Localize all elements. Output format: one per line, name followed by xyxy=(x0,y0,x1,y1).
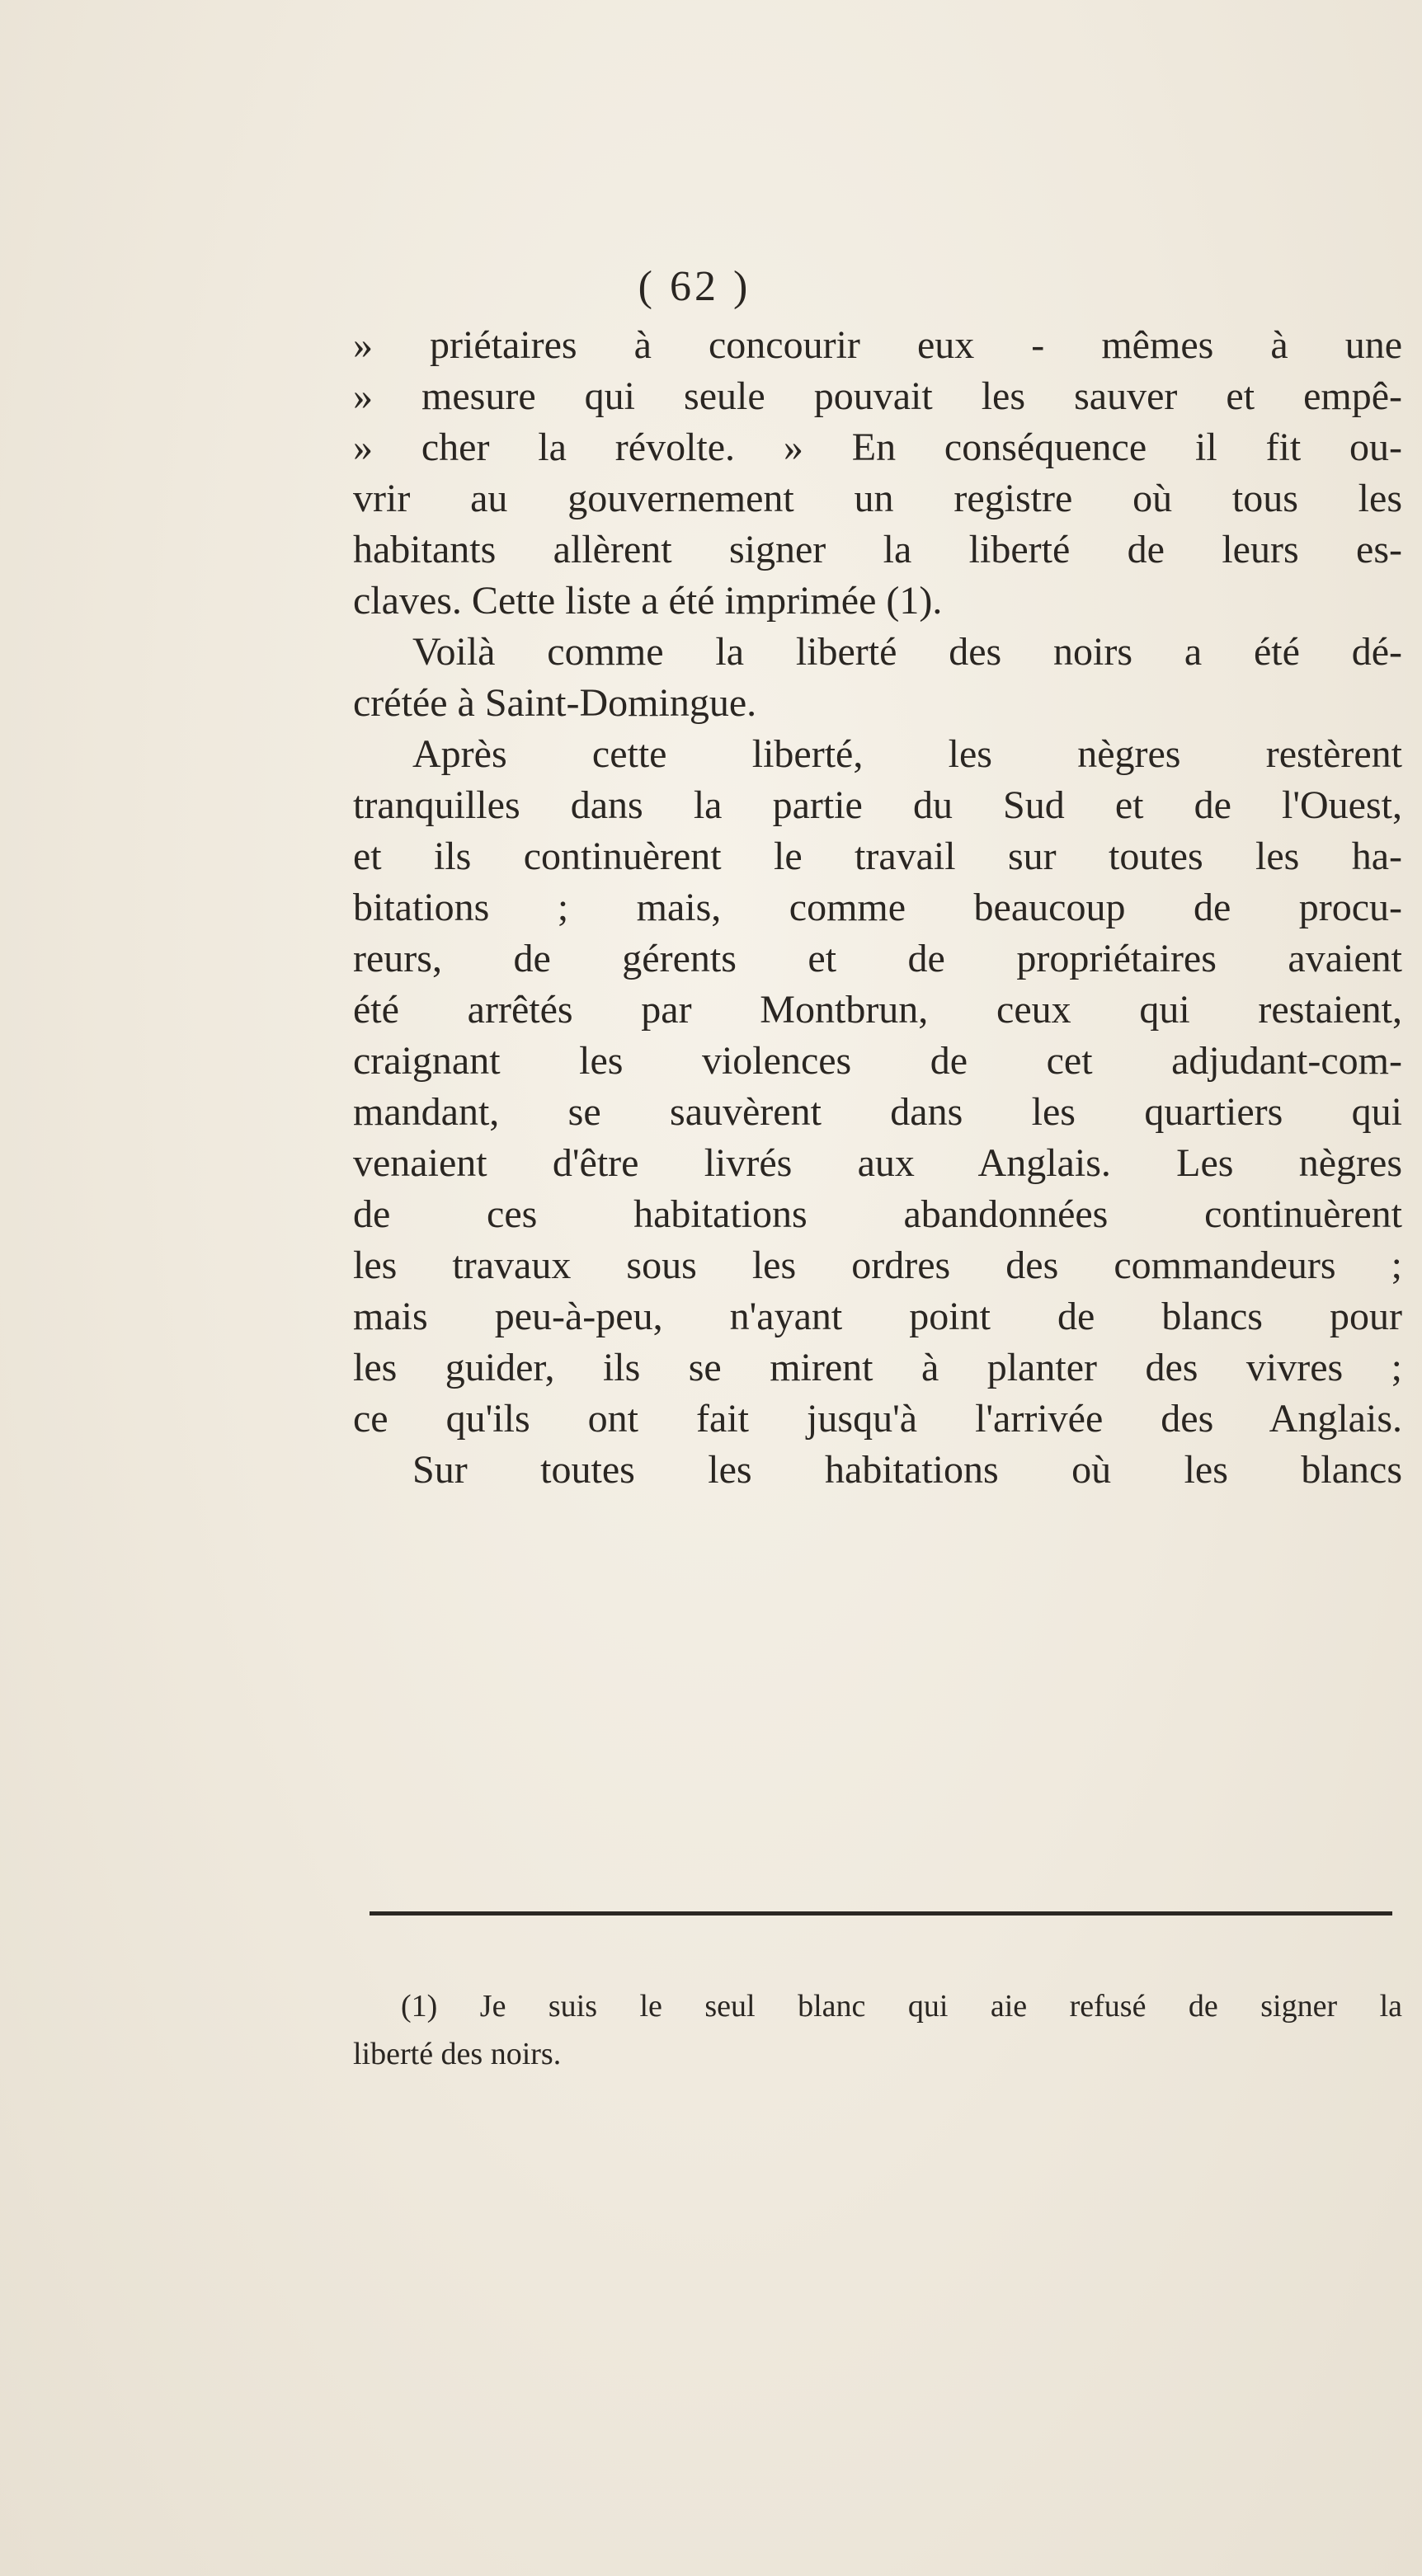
text-line: de ces habitations abandonnées continuèrent xyxy=(353,1192,1402,1236)
text-line: » priétaires à concourir eux - mêmes à une xyxy=(353,323,1402,367)
footnote xyxy=(353,1982,1402,2078)
footnote-line: (1) Je suis le seul blanc qui aie refusé de signer la xyxy=(401,1989,1402,2024)
text-line: » mesure qui seule pouvait les sauver et empê- xyxy=(353,374,1402,418)
text-line: craignant les violences de cet adjudant-com- xyxy=(353,1039,1402,1083)
text-line: vrir au gouvernement un registre où tous les xyxy=(353,477,1402,520)
text-line: ce qu'ils ont fait jusqu'à l'arrivée des Anglais. xyxy=(353,1397,1402,1441)
text-line: Sur toutes les habitations où les blancs xyxy=(412,1448,1402,1492)
text-line: reurs, de gérents et de propriétaires avaient xyxy=(353,937,1402,980)
text-line: venaient d'être livrés aux Anglais. Les nègres xyxy=(353,1141,1402,1185)
text-line: tranquilles dans la partie du Sud et de l'Ouest, xyxy=(353,783,1402,827)
text-line: habitants allèrent signer la liberté de leurs es- xyxy=(353,528,1402,571)
text-line: Après cette liberté, les nègres restèrent xyxy=(412,732,1402,776)
text-line: crétée à Saint-Domingue. xyxy=(353,681,757,725)
text-line: bitations ; mais, comme beaucoup de procu- xyxy=(353,886,1402,929)
text-line: Voilà comme la liberté des noirs a été dé- xyxy=(412,630,1402,674)
footnote-line: liberté des noirs. xyxy=(353,2037,562,2071)
body-text xyxy=(353,320,1402,1496)
page-number: ( 62 ) xyxy=(638,263,751,310)
text-line: » cher la révolte. » En conséquence il fit ou- xyxy=(353,425,1402,469)
text-line: mandant, se sauvèrent dans les quartiers qui xyxy=(353,1090,1402,1134)
text-line: été arrêtés par Montbrun, ceux qui restaient, xyxy=(353,988,1402,1032)
text-line: et ils continuèrent le travail sur toutes les ha- xyxy=(353,834,1402,878)
text-line: les guider, ils se mirent à planter des vivres ; xyxy=(353,1346,1402,1389)
text-line: les travaux sous les ordres des commandeurs ; xyxy=(353,1243,1402,1287)
text-line: claves. Cette liste a été imprimée (1). xyxy=(353,579,943,623)
text-line: mais peu-à-peu, n'ayant point de blancs pour xyxy=(353,1295,1402,1338)
footnote-rule xyxy=(370,1911,1392,1916)
